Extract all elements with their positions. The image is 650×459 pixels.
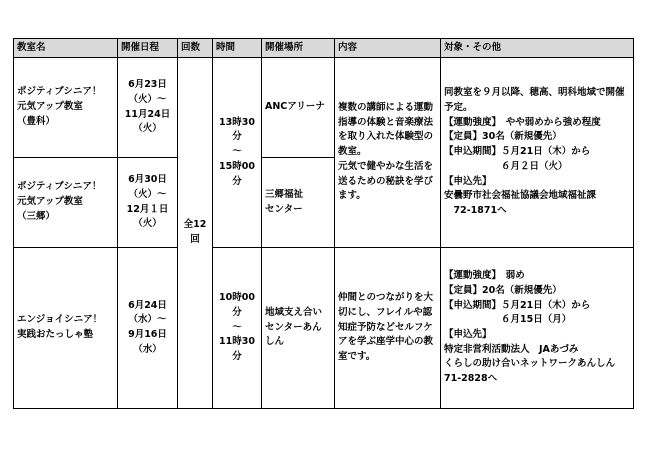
venue-cell: 地域支え合い センターあん しん bbox=[262, 248, 335, 409]
schedule-cell: 6月24日 （水）～ 9月16日 （水） bbox=[118, 248, 178, 409]
header-schedule: 開催日程 bbox=[118, 39, 178, 58]
content-cell: 仲間とのつながりを大切にし、フレイルや認知症予防などセルフケアを学ぶ座学中心の教室です。 bbox=[335, 248, 441, 409]
count-cell: 全12回 bbox=[178, 58, 213, 409]
header-count: 回数 bbox=[178, 39, 213, 58]
header-target-other: 対象・その他 bbox=[441, 39, 634, 58]
class-name-cell: ポジティブシニア！ 元気アップ教室 （三郷） bbox=[14, 158, 118, 248]
class-name-cell: ポジティブシニア！ 元気アップ教室 （豊科） bbox=[14, 58, 118, 158]
header-venue: 開催場所 bbox=[262, 39, 335, 58]
table-header-row bbox=[14, 39, 634, 58]
table-row bbox=[14, 58, 634, 158]
venue-cell: 三郷福祉 センター bbox=[262, 158, 335, 248]
schedule-cell: 6月23日 （火）～ 11月24日 （火） bbox=[118, 58, 178, 158]
header-time: 時間 bbox=[213, 39, 262, 58]
time-cell: 13時30分 ～ 15時00分 bbox=[213, 58, 262, 248]
class-name-cell: エンジョイシニア！ 実践おたっしゃ塾 bbox=[14, 248, 118, 409]
target-other-cell: 同教室を９月以降、穂高、明科地域で開催予定。 【運動強度】 やや弱めから強め程度 【定員】30名（新規優先） 【申込期間】５月21日（木）から ６月２日（火） 【申込先】 安曇野市社会福祉協議会地域福祉課 72-1871へ bbox=[441, 58, 634, 248]
header-class-name: 教室名 bbox=[14, 39, 118, 58]
class-schedule-table bbox=[13, 38, 634, 409]
schedule-cell: 6月30日 （火）～ 12月１日 （火） bbox=[118, 158, 178, 248]
venue-cell: ANCアリーナ bbox=[262, 58, 335, 158]
content-cell: 複数の講師による運動指導の体験と音楽療法を取り入れた体験型の教室。 元気で健やかな生活を送るための秘訣を学びます。 bbox=[335, 58, 441, 248]
target-other-cell: 【運動強度】 弱め 【定員】20名（新規優先） 【申込期間】５月21日（木）から ６月15日（月） 【申込先】 特定非営利活動法人 JAあづみ くらしの助け合いネットワークあんしん 71-2828へ bbox=[441, 248, 634, 409]
header-content: 内容 bbox=[335, 39, 441, 58]
time-cell: 10時00分 ～ 11時30分 bbox=[213, 248, 262, 409]
table-row bbox=[14, 248, 634, 409]
